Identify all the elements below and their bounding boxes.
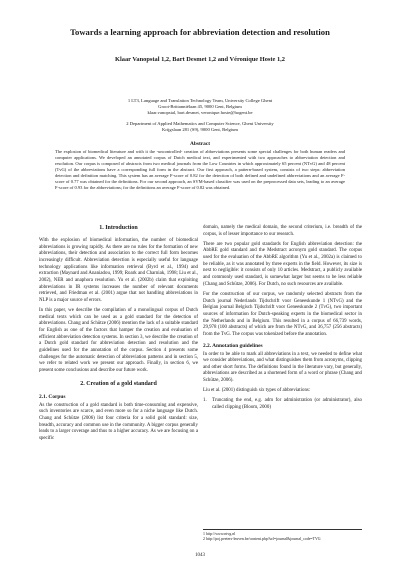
subsection-heading-corpus: 2.1. Corpus — [39, 393, 66, 400]
affiliation-1 — [0, 98, 400, 117]
paragraph: With the explosion of biomedical information, the number of biomedical abbreviations is growing rapidly. As there are no rules for the formation of new abbreviations, their detection and association to the correct full form becomes increasingly difficult. Abbreviation detection is especially useful for language technology applications like information retrieval (Byrd et al., 1994) and extraction (Maynard and Ananiadou, 1999; Roark and Charniak, 1998; Liu et al., 2002), NER and anaphora resolution. Yu et al. (2002b) claim that exploiting abbreviations in IR systems increases the number of relevant documents retrieved, and Friedman et al. (2001) argue that not handling abbreviations in NLP is a major source of errors. — [39, 238, 198, 303]
paragraph: For the construction of our corpus, we randomly selected abstracts from the Dutch journal Nederlands Tijdschrift voor Geneeskunde 1 (NTvG) and the Belgian journal Belgisch Tijdschrift voor Geneeskunde 2 (TvG), two important sources of information for Dutch-speaking experts in the biomedical sector in the Netherlands and in Belgium. This resulted in a corpus of 66,739 words, 29,978 (100 abstracts) of which are from the NTvG, and 36,757 (256 abstracts) from the TvG. The corpus was tokenized before the annotation. — [203, 291, 362, 337]
left-column — [39, 225, 198, 446]
affiliation-1-line: Groot-Brittanniëlaan 45, 9000 Gent, Belgium — [158, 104, 242, 110]
affiliation-2 — [0, 121, 400, 133]
abstract-heading: Abstract — [189, 141, 211, 147]
affiliation-1-line: klaar.vanopstal, bart.desmet, veronique.hoste@hogent.be — [147, 110, 253, 116]
paragraph: In this paper, we describe the compilation of a monolingual corpus of Dutch medical texts which can be used as a gold standard for the detection of abbreviations. Chang and Schütze (2006) mention the lack of a suitable standard for English as one of the factors that hamper the creation and evaluation of efficient abbreviation detection systems. In section 3, we describe the creation of a Dutch gold standard for abbreviation detection and resolution and the guidelines used for the annotation of the corpus. Section 4 presents some challenges for the automatic detection of abbreviation patterns and in section 5, we refer to related work we present our approach. Finally, in section 6, we present some conclusions and describe our future work. — [39, 308, 198, 373]
paragraph: As the construction of a gold standard is both time-consuming and expensive, such inventories are scarce, and even more so for a niche language like Dutch. Chang and Schütze (2006) list four criteria for a solid gold standard: size, breadth, accuracy and common use in the community. A bigger corpus generally leads to a larger coverage and thus to a higher accuracy. As we are focusing on a specific — [39, 402, 198, 441]
right-column — [203, 225, 362, 412]
footnote: 1 http://www.ntvg.nl — [203, 531, 236, 536]
section-heading-gold-standard: 2. Creation of a gold standard — [80, 380, 157, 387]
paragraph: domain, namely the medical domain, the second criterium, i.e. breadth of the corpus, is of lesser importance to our research. — [203, 225, 362, 237]
list-text: Truncating the end, e.g. adm for administration (or administrator), also called clipping (Bloom, 2000) — [212, 398, 362, 411]
list-number: 1. — [203, 398, 207, 404]
affiliation-2-line: 2 Department of Applied Mathematics and Computer Science, Ghent University — [126, 121, 274, 126]
page-number: 1043 — [195, 553, 205, 558]
footnote: 2 http://poj.peeters-leuven.be/content.php?url=journal&journal_code=TVG — [203, 536, 321, 541]
list-item — [203, 398, 362, 411]
affiliation-2-line: Krijgslaan 281 (S9), 9000 Gent, Belgium — [162, 127, 238, 133]
footnotes — [203, 529, 362, 542]
paper-title: Towards a learning approach for abbreviation detection and resolution — [70, 27, 330, 37]
paragraph: Liu et al. (2001) distinguish six types of abbreviations: — [203, 388, 311, 394]
author-list: Klaar Vanopstal 1,2, Bart Desmet 1,2 and Véronique Hoste 1,2 — [115, 56, 285, 63]
paragraph: There are two popular gold standards for English abbreviation detection: the AbbRE gold standard and the Medstract acronym gold standard. The corpus used for the evaluation of the AbbRE algorithm (Yu et al., 2002a) is claimed to be reliable, as it was annotated by three experts in the field. However, its size is next to negligible: it consists of only 10 articles. Medstract, a publicly available and commonly used standard, is somewhat larger but seems to be less reliable (Chang and Schütze, 2006). For Dutch, no such resources are available. — [203, 241, 362, 287]
paragraph: In order to be able to mark all abbreviations in a text, we needed to define what we consider abbreviations, and what distinguishes them from acronyms, clipping and other short forms. The definitions found in the literature vary, but generally, abbreviations are described as a shortened form of a word or phrase (Chang and Schütze, 2006). — [203, 351, 362, 384]
affiliation-1-line: 1 LT3, Language and Translation Technology Team, University College Ghent — [127, 98, 273, 103]
section-heading-introduction: 1. Introduction — [99, 225, 138, 231]
abstract-text: The explosion of biomedical literature and with it the -uncontrolled- creation of abbreviations presents some special challenges for both human readers and computer applications. We developed an annotated corpus of Dutch medical text, and experimented with two approaches to abbreviation detection and resolution. Our corpus is composed of abstracts from two medical journals from the Low Countries in which approximately 65 percent (NTvG) and 48 percent (TvG) of the abbreviations have a corresponding full form in the abstract. Our first approach, a pattern-based system, consists of two steps: abbreviation detection and definition matching. This system has an average F-score of 0.82 for the detection of both defined and undefined abbreviations and an average F-score of 0.77 was obtained for the definitions. For our second approach, an SVM-based classifier was used on the preprocessed data sets, leading to an average F-score of 0.93 for the abbreviations; for the definitions an average F-score of 0.82 was obtained. — [55, 149, 345, 191]
subsection-heading-annotation-guidelines: 2.2. Annotation guidelines — [203, 342, 263, 349]
